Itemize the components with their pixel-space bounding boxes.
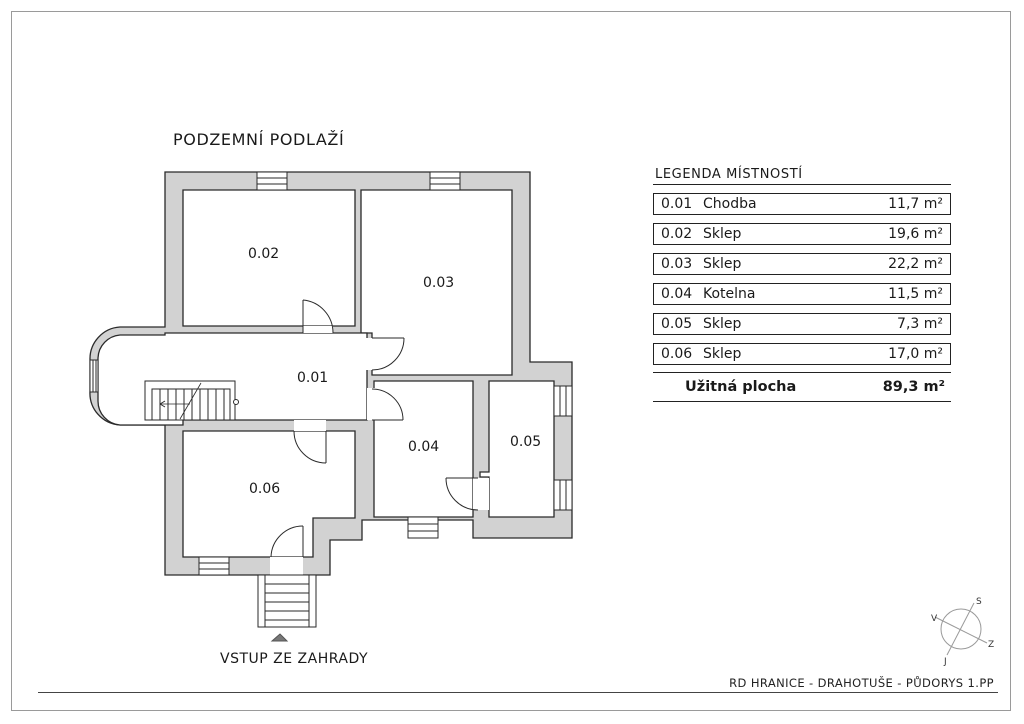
- plan-title: PODZEMNÍ PODLAŽÍ: [173, 130, 345, 149]
- legend-room-area: 11,5 m²: [888, 286, 943, 302]
- compass-icon: [931, 597, 994, 667]
- room-label-0.05: 0.05: [510, 434, 542, 450]
- legend-total: [653, 372, 951, 402]
- legend-room-name: Kotelna: [703, 286, 756, 302]
- legend-room-no: 0.02: [661, 226, 693, 242]
- stair-run: [152, 389, 230, 420]
- legend-room-area: 22,2 m²: [888, 256, 943, 272]
- compass-v: V: [931, 614, 938, 624]
- room-label-0.03: 0.03: [423, 275, 455, 291]
- legend-row: [653, 223, 951, 245]
- legend-row: [653, 343, 951, 365]
- legend-room-name: Sklep: [703, 346, 742, 362]
- legend-row: [653, 253, 951, 275]
- entrance-arrow: [272, 634, 287, 641]
- legend-total-value: 89,3 m²: [882, 379, 945, 395]
- legend-room-name: Sklep: [703, 256, 742, 272]
- legend-row: [653, 193, 951, 215]
- legend-room-no: 0.01: [661, 196, 693, 212]
- legend-room-no: 0.06: [661, 346, 693, 362]
- legend-row: [653, 283, 951, 305]
- legend-room-name: Chodba: [703, 196, 757, 212]
- compass-j: J: [944, 657, 947, 667]
- legend-title: LEGENDA MÍSTNOSTÍ: [653, 166, 951, 185]
- window-right-upper: [554, 386, 572, 416]
- compass-s: S: [976, 597, 982, 607]
- window-top-right: [430, 172, 460, 190]
- room-legend: [653, 166, 951, 402]
- footer-title: RD HRANICE - DRAHOTUŠE - PŮDORYS 1.PP: [729, 676, 994, 690]
- legend-room-area: 7,3 m²: [897, 316, 943, 332]
- legend-room-no: 0.05: [661, 316, 693, 332]
- window-right-lower: [554, 480, 572, 510]
- legend-room-no: 0.04: [661, 286, 693, 302]
- legend-room-area: 17,0 m²: [888, 346, 943, 362]
- footer-rule: [38, 692, 998, 693]
- window-bay: [90, 360, 98, 392]
- legend-room-area: 11,7 m²: [888, 196, 943, 212]
- legend-total-label: Užitná plocha: [685, 379, 797, 395]
- legend-room-name: Sklep: [703, 226, 742, 242]
- room-label-0.02: 0.02: [248, 246, 280, 262]
- legend-room-area: 19,6 m²: [888, 226, 943, 242]
- compass-z: Z: [988, 640, 995, 650]
- stair-ext-inner: [265, 575, 309, 627]
- room-label-0.01: 0.01: [297, 370, 329, 386]
- legend-row: [653, 313, 951, 335]
- legend-room-no: 0.03: [661, 256, 693, 272]
- window-bottom-06: [199, 557, 229, 575]
- room-label-0.06: 0.06: [249, 481, 281, 497]
- stairs-internal: [145, 381, 239, 420]
- exterior-stairs: [258, 575, 316, 641]
- window-bottom-04: [408, 517, 438, 538]
- entrance-label: VSTUP ZE ZAHRADY: [220, 651, 369, 667]
- window-top-left: [257, 172, 287, 190]
- room-label-0.04: 0.04: [408, 439, 440, 455]
- legend-room-name: Sklep: [703, 316, 742, 332]
